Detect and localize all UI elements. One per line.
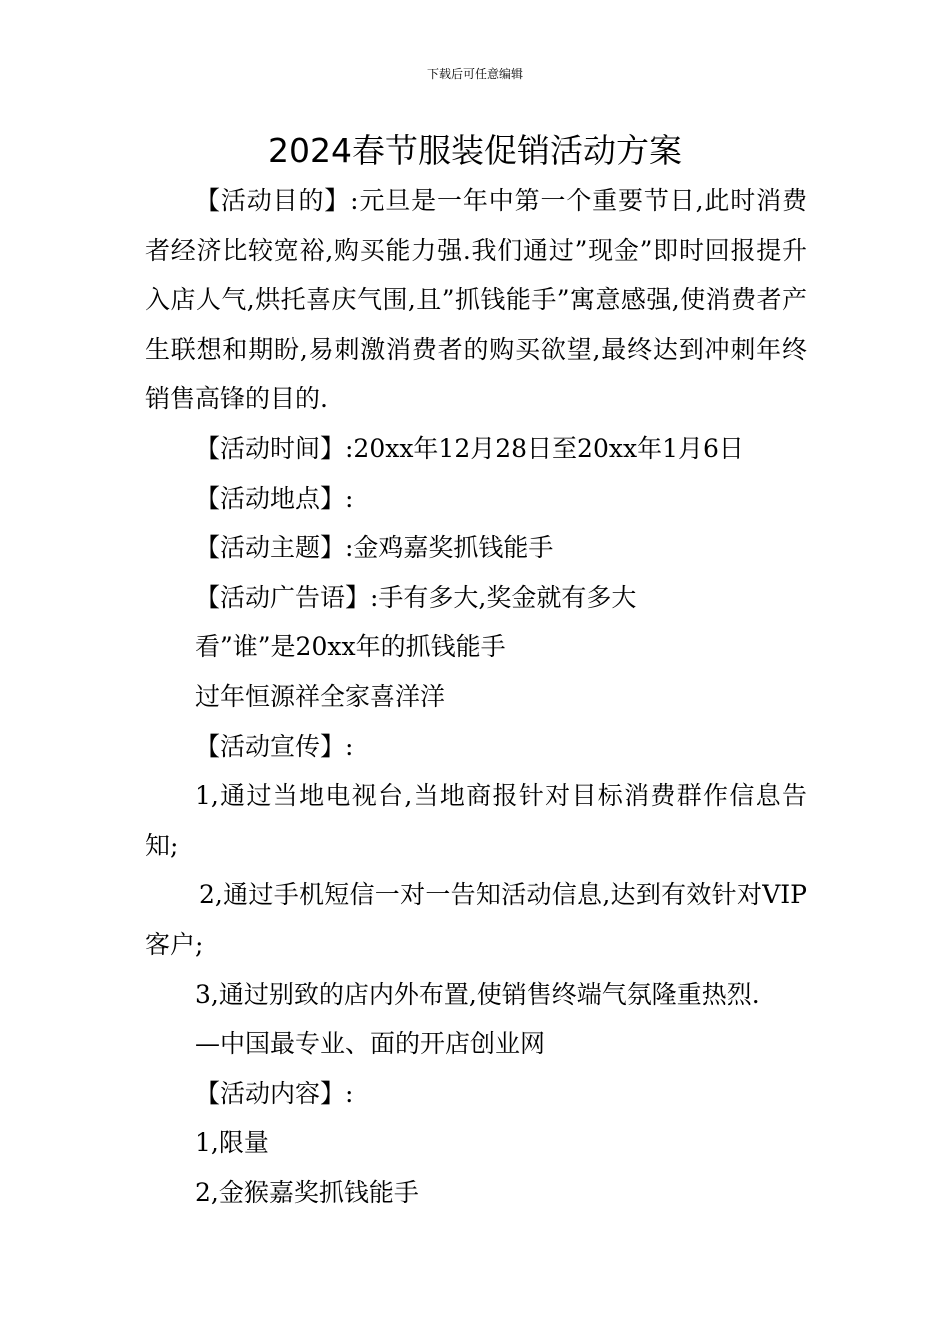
paragraph-content-heading: 【活动内容】:	[195, 1078, 354, 1108]
paragraph-theme: 【活动主题】:金鸡嘉奖抓钱能手	[195, 533, 554, 563]
paragraph-promotion-1: 1,通过当地电视台,当地商报针对目标消费群作信息告知;	[145, 781, 807, 860]
paragraph-content-2: 2,金猴嘉奖抓钱能手	[195, 1177, 419, 1207]
header-note: 下载后可任意编辑	[426, 67, 523, 81]
paragraph-content-1: 1,限量	[195, 1128, 269, 1158]
paragraph-purpose: 【活动目的】:元旦是一年中第一个重要节日,此时消费者经济比较宽裕,购买能力强.我们通过”现金”即时回报提升入店人气,烘托喜庆气围,且”抓钱能手”寓意感强,使消费者产生联想和期盼,易刺激消费者的购买欲望,最终达到冲刺年终销售高锋的目的.	[145, 186, 807, 414]
paragraph-slogan: 【活动广告语】:手有多大,奖金就有多大	[195, 582, 637, 612]
paragraph-promotion-2: 2,通过手机短信一对一告知活动信息,达到有效针对VIP客户;	[145, 880, 807, 959]
paragraph-promotion-3: 3,通过别致的店内外布置,使销售终端气氛隆重热烈.	[195, 979, 760, 1009]
paragraph-promotion-heading: 【活动宣传】:	[195, 731, 354, 761]
document-body	[145, 176, 807, 1217]
paragraph-website-note: —中国最专业、面的开店创业网	[195, 1029, 546, 1059]
document-title: 2024春节服装促销活动方案	[268, 131, 682, 170]
paragraph-slogan-line-2: 看”谁”是20xx年的抓钱能手	[195, 632, 506, 662]
paragraph-slogan-line-3: 过年恒源祥全家喜洋洋	[195, 681, 446, 711]
paragraph-time: 【活动时间】:20xx年12月28日至20xx年1月6日	[195, 433, 744, 463]
paragraph-location: 【活动地点】:	[195, 483, 354, 513]
